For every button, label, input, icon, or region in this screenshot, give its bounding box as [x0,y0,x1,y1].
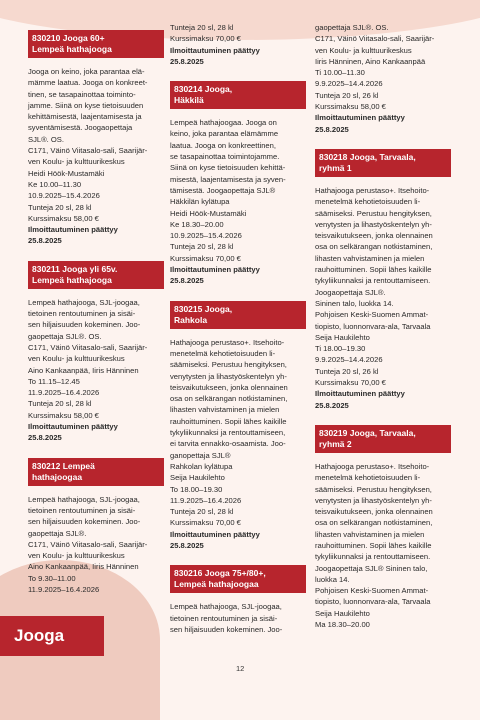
course-text-line: osa on selkärangan notkistaminen, [315,242,433,252]
course-text-line: sen hiljaisuuden kokeminen. Joo- [28,517,141,527]
course-text-line: se tasapainottaa toimintojamme. [170,152,280,162]
course-description [170,22,306,67]
course-text-line: Tunteja 20 sl, 28 kl [170,242,234,252]
course-text-line: Sininen talo, luokka 14. [315,298,394,308]
course-description [315,22,451,135]
section-gap [170,287,306,301]
registration-deadline-line: 25.8.2025 [315,400,349,410]
course-text-line: Kurssimaksu 70,00 € [170,34,241,44]
registration-deadline-line: 25.8.2025 [170,540,204,550]
course-description [28,66,164,247]
course-text-line: 11.9.2025–16.4.2026 [28,584,100,594]
course-text-line: menetelmä kehotietoisuuden li- [170,348,276,358]
course-text-line: Aino Kankaanpää, Iiris Hänninen [28,365,139,375]
course-title-line: Lempeä hathajoogaa [174,579,259,590]
course-header [170,565,306,593]
registration-deadline-line: 25.8.2025 [170,276,204,286]
course-text-line: Tunteja 20 sl, 28 kl [170,507,234,517]
course-header [28,458,164,486]
section-gap [315,135,451,149]
course-text-line: teisvaikutukseen, jonka olennainen [170,382,288,392]
course-text-line: SJL®. OS. [28,134,64,144]
course-text-line: sen hiljaisuuden kokeminen. Joo- [170,624,283,634]
section-label [0,616,104,656]
course-title-line: 830211 Jooga yli 65v. [32,263,118,274]
course-text-line: teisvaikutukseen, jonka olennainen [315,231,433,241]
course-text-line: Pohjoisen Keski-Suomen Ammat- [315,586,429,596]
course-text-line: C171, Väinö Viitasalo-sali, Saarijär- [315,34,435,44]
column-2 [170,22,306,635]
registration-deadline-line: Ilmoittautuminen päättyy [28,225,118,235]
course-text-line: venytysten ja lihastyöskentelyn yh- [315,219,432,229]
course-text-line: tykyliikunnaksi ja rentouttamiseen. [315,276,431,286]
course-text-line: Seija Haukilehto [315,608,370,618]
course-text-line: Tunteja 20 sl, 26 kl [315,366,379,376]
course-title-line: 830219 Jooga, Tarvaala, [319,427,416,438]
course-text-line: gaopettaja SJL®. OS. [315,23,389,32]
course-text-line: gaopettaja SJL®. OS. [28,331,102,341]
course-text-line: menetelmä kehotietoisuuden li- [315,473,421,483]
course-description [170,337,306,552]
course-text-line: Kurssimaksu 70,00 € [170,518,241,528]
course-description [315,185,451,411]
course-text-line: Kurssimaksu 70,00 € [315,378,386,388]
registration-deadline-line: 25.8.2025 [315,124,349,134]
course-text-line: tietoinen rentoutuminen ja sisäi- [28,505,136,515]
registration-deadline-line: Ilmoittautuminen päättyy [170,529,260,539]
course-text-line: Ti 10.00–11.30 [315,68,365,78]
course-text-line: Heidi Höök-Mustamäki [170,208,247,218]
course-text-line: jamme. Siinä on kyse tietoisuuden [28,100,144,110]
course-text-line: 10.9.2025–15.4.2026 [170,231,242,241]
course-text-line: Joogaopettaja SJL® Sininen talo, [315,563,428,573]
course-text-line: Seija Haukilehto [315,332,370,342]
section-gap [315,411,451,425]
course-text-line: 11.9.2025–16.4.2026 [170,495,242,505]
course-header [28,30,164,58]
course-text-line: 9.9.2025–14.4.2026 [315,355,383,365]
course-text-line: syventämisestä. Joogaopettaja [28,123,133,133]
course-text-line: tykyliikunnaksi ja rentouttamiseen. [315,552,431,562]
course-title-line: 830215 Jooga, [174,303,233,314]
course-text-line: mämme laatua. Jooga on konkreet- [28,78,148,88]
registration-deadline-line: Ilmoittautuminen päättyy [315,389,405,399]
course-header [315,425,451,453]
course-text-line: Hathajooga perustaso+. Itsehoito- [315,185,430,195]
page-number: 12 [236,664,245,673]
course-text-line: teisvaikutukseen, jonka olennainen [315,507,433,517]
course-title-line: ryhmä 2 [319,438,352,449]
course-header [170,301,306,329]
registration-deadline-line: Ilmoittautuminen päättyy [315,113,405,123]
course-text-line: lihasten vahvistaminen ja mielen [315,253,425,263]
course-description [28,297,164,444]
course-title-line: Lempeä hathajooga [32,44,112,54]
course-text-line: venytysten ja lihastyöskentelyn yh- [315,495,432,505]
course-text-line: ven Koulu- ja kulttuurikeskus [28,354,125,364]
course-text-line: Pohjoisen Keski-Suomen Ammat- [315,310,429,320]
column-3 [315,22,451,630]
course-text-line: lihasten vahvistaminen ja mielen [315,529,425,539]
course-title-line: ryhmä 1 [319,162,352,173]
course-text-line: säämiseksi. Perustuu hengityksen, [315,208,432,218]
course-text-line: Kurssimaksu 58,00 € [28,410,99,420]
section-gap [170,67,306,81]
course-text-line: Aino Kankaanpää, Iiris Hänninen [28,562,139,572]
section-gap [28,247,164,261]
course-text-line: Lempeä hathajooga, SJL-joogaa, [28,494,140,504]
course-text-line: C171, Väinö Viitasalo-sali, Saarijär- [28,539,148,549]
registration-deadline-line: Ilmoittautuminen päättyy [28,422,118,432]
registration-deadline-line: 25.8.2025 [170,56,204,66]
registration-deadline-line: Ilmoittautuminen päättyy [170,265,260,275]
course-text-line: Ma 18.30–20.00 [315,620,370,630]
course-text-line: C171, Väinö Viitasalo-sali, Saarijär- [28,146,148,156]
course-text-line: ven Koulu- ja kulttuurikeskus [28,157,125,167]
course-text-line: Jooga on keino, joka parantaa elä- [28,67,145,76]
course-text-line: tietoinen rentoutuminen ja sisäi- [170,613,278,623]
course-text-line: Lempeä hathajooga, SJL-joogaa, [170,602,282,612]
course-text-line: laatua. Jooga on konkreettinen, [170,140,276,150]
course-text-line: Iiris Hänninen, Aino Kankaanpää [315,56,426,66]
course-text-line: Kurssimaksu 70,00 € [170,253,241,263]
registration-deadline-line: 25.8.2025 [28,433,62,443]
course-text-line: Siinä on kyse tietoisuuden kehittä- [170,163,286,173]
course-text-line: Seija Haukilehto [170,473,225,483]
course-text-line: Rahkolan kylätupa [170,461,233,471]
course-text-line: Ti 18.00–19.30 [315,344,366,354]
course-title-line: 830210 Jooga 60+ [32,33,105,43]
course-text-line: rauhoittuminen. Sopii lähes kaikille [315,265,432,275]
course-text-line: C171, Väinö Viitasalo-sali, Saarijär- [28,342,148,352]
course-text-line: menetelmä kehotietoisuuden li- [315,197,421,207]
course-text-line: Ke 18.30–20.00 [170,219,224,229]
course-text-line: gaopettaja SJL®. [28,528,87,538]
course-text-line: osa on selkärangan notkistaminen, [315,518,433,528]
course-text-line: Hathajooga perustaso+. Itsehoito- [170,337,285,347]
course-text-line: Joogaopettaja SJL®. [315,287,386,297]
column-1 [28,30,164,595]
course-text-line: 11.9.2025–16.4.2026 [28,388,100,398]
course-description [170,601,306,635]
course-text-line: ei tarvita ennakko-osaamista. Joo- [170,439,286,449]
course-text-line: misestä, laajentamisesta ja syven- [170,174,286,184]
course-title-line: 830214 Jooga, [174,84,233,95]
section-gap [28,444,164,458]
course-description [315,461,451,630]
course-text-line: venytysten ja lihastyöskentelyn yh- [170,371,287,381]
course-text-line: Kurssimaksu 58,00 € [315,102,386,112]
course-text-line: Hathajooga perustaso+. Itsehoito- [315,461,430,471]
course-text-line: luokka 14. [315,574,350,584]
course-text-line: tiopisto, luonnonvara-ala, Tarvaala [315,321,431,331]
course-text-line: tietoinen rentoutuminen ja sisäi- [28,309,136,319]
course-text-line: ven Koulu- ja kulttuurikeskus [315,45,412,55]
course-title-line: 830218 Jooga, Tarvaala, [319,151,416,162]
course-text-line: lihasten vahvistaminen ja mielen [170,405,280,415]
course-text-line: osa on selkärangan notkistaminen, [170,394,288,404]
course-text-line: kehittämisestä, laajentamisesta ja [28,112,142,122]
course-title-line: Lempeä hathajooga [32,274,112,285]
course-header [315,149,451,177]
course-text-line: To 11.15–12.45 [28,376,80,386]
course-text-line: tykyliikunnaksi ja rentouttamiseen, [170,428,286,438]
course-description [170,117,306,286]
course-title-line: 830212 Lempeä [32,460,95,471]
course-text-line: säämiseksi. Perustuu hengityksen, [170,360,287,370]
course-text-line: Lempeä hathajooga, SJL-joogaa, [28,297,140,307]
course-text-line: sen hiljaisuuden kokeminen. Joo- [28,320,141,330]
course-description [28,494,164,596]
course-header [170,81,306,109]
course-text-line: ven Koulu- ja kulttuurikeskus [28,551,125,561]
course-text-line: 9.9.2025–14.4.2026 [315,79,383,89]
course-text-line: ganopettaja SJL® [170,450,231,460]
course-text-line: Kurssimaksu 58,00 € [28,213,99,223]
registration-deadline-line: 25.8.2025 [28,236,62,246]
course-text-line: Tunteja 20 sl, 28 kl [28,202,92,212]
course-text-line: Häkkilän kylätupa [170,197,230,207]
course-text-line: Lempeä hathajoogaa. Jooga on [170,118,277,128]
course-text-line: Tunteja 20 sl, 26 kl [315,90,379,100]
course-text-line: To 18.00–19.30 [170,484,223,494]
course-text-line: tinen, se tasapainottaa toiminto- [28,89,136,99]
section-gap [170,551,306,565]
course-title-line: Rahkola [174,314,208,325]
course-title-line: Häkkilä [174,95,204,106]
course-text-line: Tunteja 20 sl, 28 kl [28,399,92,409]
course-text-line: 10.9.2025–15.4.2026 [28,191,100,201]
section-title: Jooga [14,626,65,645]
course-text-line: Ke 10.00–11.30 [28,179,82,189]
course-text-line: Heidi Höök-Mustamäki [28,168,105,178]
registration-deadline-line: Ilmoittautuminen päättyy [170,45,260,55]
course-title-line: hathajoogaa [32,471,83,482]
course-text-line: keino, joka parantaa elämämme [170,129,279,139]
course-header [28,261,164,289]
course-text-line: säämiseksi. Perustuu hengityksen, [315,484,432,494]
course-text-line: Tunteja 20 sl, 28 kl [170,23,234,32]
course-title-line: 830216 Jooga 75+/80+, [174,568,266,579]
course-text-line: rauhoittuminen. Sopii lähes kaikille [170,416,287,426]
course-text-line: tiopisto, luonnonvara-ala, Tarvaala [315,597,431,607]
course-text-line: rauhoittuminen. Sopii lähes kaikille [315,540,432,550]
course-text-line: To 9.30–11.00 [28,573,76,583]
course-text-line: tämisestä. Joogaopettaja SJL® [170,185,276,195]
